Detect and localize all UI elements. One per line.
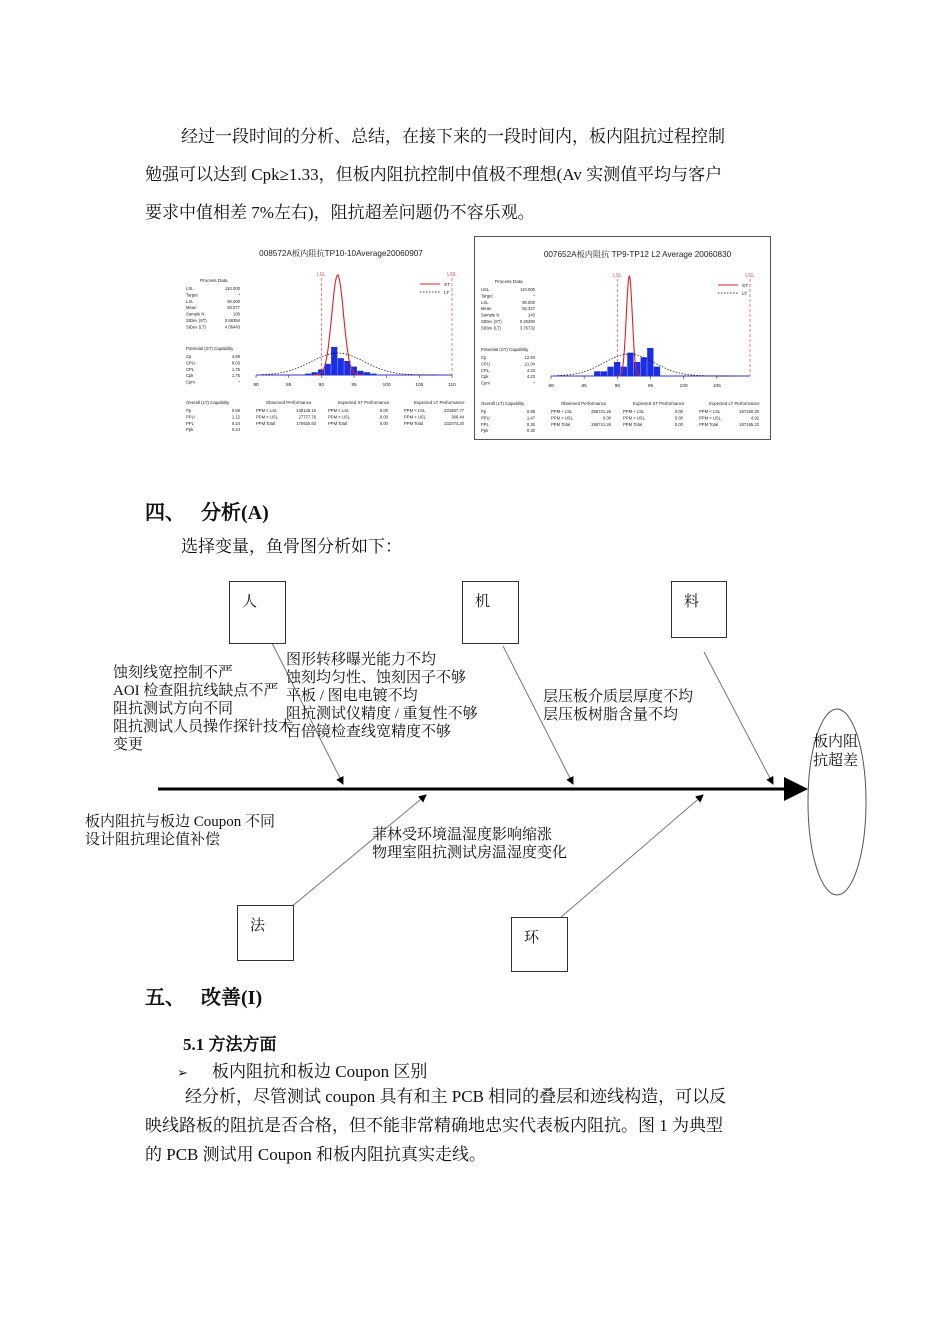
usl-label: USL (447, 272, 457, 278)
overall-label: Pp (186, 408, 192, 413)
perf-header: Observed Performance (266, 400, 312, 405)
potential-label: Cpk (186, 373, 194, 379)
overall-label: Ppk (481, 428, 489, 434)
perf-label: PPM Total (551, 421, 571, 427)
perf-label: PPM > USL (404, 414, 426, 420)
bullet-item: ➢ 板内阻抗和板边 Coupon 区别 (177, 1062, 428, 1081)
bone-material (704, 652, 773, 784)
overall-label: PPU (186, 414, 195, 420)
potential-value: 1.75 (231, 366, 240, 372)
potential-value: 21.04 (524, 361, 535, 367)
overall-value: 0.24 (231, 420, 240, 426)
process-value: 143 (528, 312, 535, 318)
process-data-header: Process Data (200, 278, 228, 283)
perf-header: Observed Performance (561, 401, 607, 406)
process-label: StDev (ST) (186, 318, 207, 323)
category-method-box: 法 (237, 905, 294, 961)
perf-header: Expected LT Performance (709, 401, 760, 406)
perf-label: PPM < LSL (623, 409, 645, 414)
potential-value: * (238, 379, 240, 385)
bullet-arrow-icon: ➢ (177, 1066, 188, 1081)
perf-value: 148148.15 (296, 408, 316, 413)
potential-value: 4.89 (231, 354, 240, 359)
perf-label: PPM < LSL (256, 408, 278, 413)
process-value: 90.000 (227, 298, 240, 304)
section-5-heading (145, 981, 262, 1010)
perf-value: 0.00 (379, 420, 388, 426)
x-tick-label: 100 (679, 384, 688, 389)
lsl-label: LSL (316, 272, 326, 278)
perf-label: PPM < LSL (699, 409, 721, 414)
potential-label: Cp (481, 355, 487, 360)
process-label: StDev (ST) (481, 319, 502, 324)
x-tick-label: 85 (285, 383, 292, 388)
perf-header: Expected ST Performance (338, 400, 390, 405)
person-causes: 蚀刻线宽控制不严 AOI 检查阻抗线缺点不严 阻抗测试方向不同 阻抗测试人员操作探针技术 变更 (113, 665, 294, 753)
potential-value: 4.23 (526, 374, 535, 380)
perf-value: 0.00 (674, 415, 683, 421)
section-4-subtitle: 选择变量，鱼骨图分析如下： (181, 537, 402, 556)
potential-label: CPU (481, 361, 490, 367)
perf-value: 4.92 (750, 415, 759, 421)
overall-value: 0.68 (231, 408, 240, 413)
section-4-number: 四、 (145, 502, 185, 524)
legend-st: ST (444, 283, 451, 288)
intro-line-3: 要求中值相差 7%左右)，阻抗超差问题仍不容乐观。 (145, 203, 535, 222)
perf-value: 0.00 (674, 409, 683, 414)
legend-st: ST (742, 284, 749, 289)
legend-lt: LT (742, 292, 748, 297)
perf-label: PPM < LSL (551, 409, 573, 414)
potential-header: Potential (ST) Capability (481, 347, 529, 352)
section-5-title: 改善(I) (201, 987, 263, 1009)
perf-value: 27777.78 (298, 414, 316, 420)
overall-value: 0.30 (526, 428, 535, 434)
perf-label: PPM < LSL (328, 408, 350, 413)
chart-title: 007652A板内阻抗 TP9-TP12 L2 Average 20060830 (543, 250, 732, 259)
overall-label: Pp (481, 409, 487, 414)
process-label: Target (481, 293, 493, 299)
perf-header: Expected LT Performance (414, 400, 465, 405)
process-label: StDev (LT) (186, 324, 206, 330)
perf-label: PPM > USL (551, 415, 573, 421)
category-environment-box: 环 (511, 917, 568, 972)
perf-header: Expected ST Performance (633, 401, 685, 406)
effect-label: 板内阻 抗超差 (813, 734, 859, 769)
perf-label: PPM < LSL (404, 408, 426, 413)
process-value: 0.68354 (224, 318, 240, 323)
perf-label: PPM Total (256, 420, 276, 426)
process-value: 110.000 (520, 287, 535, 292)
potential-value: 12.83 (524, 355, 535, 360)
lsl-label: LSL (612, 273, 622, 279)
process-label: Target (186, 292, 198, 298)
x-tick-label: 105 (415, 383, 424, 388)
potential-label: CPL (481, 367, 490, 373)
chart-title: 008572A板内阻抗TP10-10Average20060907 (259, 249, 423, 258)
perf-value: 187190.30 (739, 409, 759, 414)
overall-value: 0.88 (526, 409, 535, 414)
overall-label: PPL (481, 421, 489, 427)
x-tick-label: 90 (318, 383, 325, 388)
perf-value: 258741.26 (591, 409, 611, 414)
environment-causes: 菲林受环境温湿度影响缩涨 物理室阻抗测试房温湿度变化 (372, 827, 568, 861)
intro-line-1: 经过一段时间的分析、总结，在接下来的一段时间内，板内阻抗过程控制 (181, 127, 725, 146)
subsection-5-1: 5.1 方法方面 (183, 1035, 277, 1054)
process-value: 110.000 (225, 286, 240, 291)
x-tick-label: 110 (448, 383, 456, 388)
perf-value: 0.00 (602, 415, 611, 421)
potential-header: Potential (ST) Capability (186, 346, 234, 351)
process-value: 0.25390 (519, 319, 535, 324)
perf-value: 0.00 (379, 408, 388, 413)
perf-label: PPM Total (404, 420, 424, 426)
x-tick-label: 100 (382, 383, 391, 388)
process-label: Sample N (481, 312, 500, 318)
section-5-number: 五、 (145, 987, 185, 1009)
category-person-box: 人 (229, 581, 286, 644)
machine-causes: 图形转移曝光能力不均 蚀刻均匀性、蚀刻因子不够 平板 / 图电电镀不均 阻抗测试仪精度 / 重复性不够 百倍镜检查线宽精度不够 (286, 652, 478, 740)
overall-header: Overall (LT) Capability (481, 401, 525, 406)
overall-value: 1.12 (231, 414, 240, 420)
process-value: 100 (233, 311, 240, 317)
x-tick-label: 95 (647, 384, 654, 389)
process-label: LSL (481, 299, 489, 305)
category-material-box: 料 (671, 581, 727, 638)
perf-label: PPM Total (699, 421, 719, 427)
overall-header: Overall (LT) Capability (186, 400, 230, 405)
perf-label: PPM Total (328, 420, 348, 426)
x-tick-label: 80 (548, 384, 554, 389)
perf-label: PPM > USL (328, 414, 350, 420)
section-4-title: 分析(A) (201, 502, 269, 524)
process-label: LSL (186, 298, 194, 304)
process-label: Mean (481, 306, 492, 312)
section-5-paragraph: 经分析，尽管测试 coupon 具有和主 PCB 相同的叠层和迹线构造，可以反 映线路板的阻抗是否合格，但不能非常精确地忠实代表板内阻抗。图 1 为典型 的 PCB 测试用 Coupon 和板内阻抗真实走线。 (145, 1087, 727, 1164)
potential-value: * (533, 380, 535, 386)
usl-label: USL (745, 273, 755, 279)
overall-value: 1.47 (526, 415, 535, 421)
potential-label: Cp (186, 354, 192, 359)
perf-value: 0.00 (674, 421, 683, 427)
process-label: USL (481, 287, 490, 292)
perf-value: 0.00 (379, 414, 388, 420)
process-value: 93.077 (227, 305, 240, 311)
x-tick-label: 95 (351, 383, 357, 388)
process-label: StDev (LT) (481, 325, 501, 331)
legend-lt: LT (444, 291, 450, 296)
perf-label: PPM > USL (699, 415, 721, 421)
process-value: * (533, 293, 535, 299)
x-tick-label: 80 (253, 383, 259, 388)
perf-value: 386.44 (451, 414, 464, 420)
method-causes: 板内阻抗与板边 Coupon 不同 设计阻抗理论值补偿 (85, 814, 276, 848)
perf-value: 232074.20 (444, 420, 464, 426)
potential-label: Cpm (481, 380, 490, 386)
x-tick-label: 90 (614, 384, 621, 389)
potential-value: 1.75 (231, 373, 240, 379)
perf-label: PPM Total (623, 421, 643, 427)
process-data-header: Process Data (495, 279, 523, 284)
x-tick-label: 85 (581, 384, 587, 389)
x-tick-label: 105 (712, 384, 721, 389)
bone-environment (560, 795, 703, 918)
material-causes: 层压板介质层厚度不均 层压板树脂含量不均 (543, 689, 694, 723)
perf-value: 258741.26 (591, 421, 611, 427)
potential-label: Cpm (186, 379, 195, 385)
overall-label: PPU (481, 415, 490, 421)
process-label: Mean (186, 305, 197, 311)
process-value: 92.347 (522, 306, 535, 312)
perf-value: 231687.77 (444, 408, 464, 413)
perf-label: PPM > USL (256, 414, 278, 420)
overall-label: PPL (186, 420, 194, 426)
process-label: LSL (186, 286, 194, 291)
intro-line-2: 勉强可以达到 Cpk≥1.33，但板内阻抗控制中值极不理想(Av 实测值平均与客户 (145, 165, 723, 184)
process-value: 90.000 (522, 299, 535, 305)
overall-label: Ppk (186, 427, 194, 433)
potential-label: Cpk (481, 374, 489, 380)
overall-value: 0.24 (231, 427, 240, 433)
perf-label: PPM > USL (623, 415, 645, 421)
process-label: Sample N (186, 311, 205, 317)
overall-value: 0.30 (526, 421, 535, 427)
process-value: * (238, 292, 240, 298)
potential-value: 4.23 (526, 367, 535, 373)
perf-value: 187195.22 (739, 421, 759, 427)
potential-label: CPU (186, 360, 195, 366)
potential-label: CPL (186, 366, 195, 372)
process-value: 4.06443 (224, 324, 240, 330)
potential-value: 8.03 (231, 360, 240, 366)
perf-value: 175925.93 (296, 420, 316, 426)
process-value: 3.76732 (519, 325, 535, 331)
category-machine-box: 机 (462, 581, 519, 644)
